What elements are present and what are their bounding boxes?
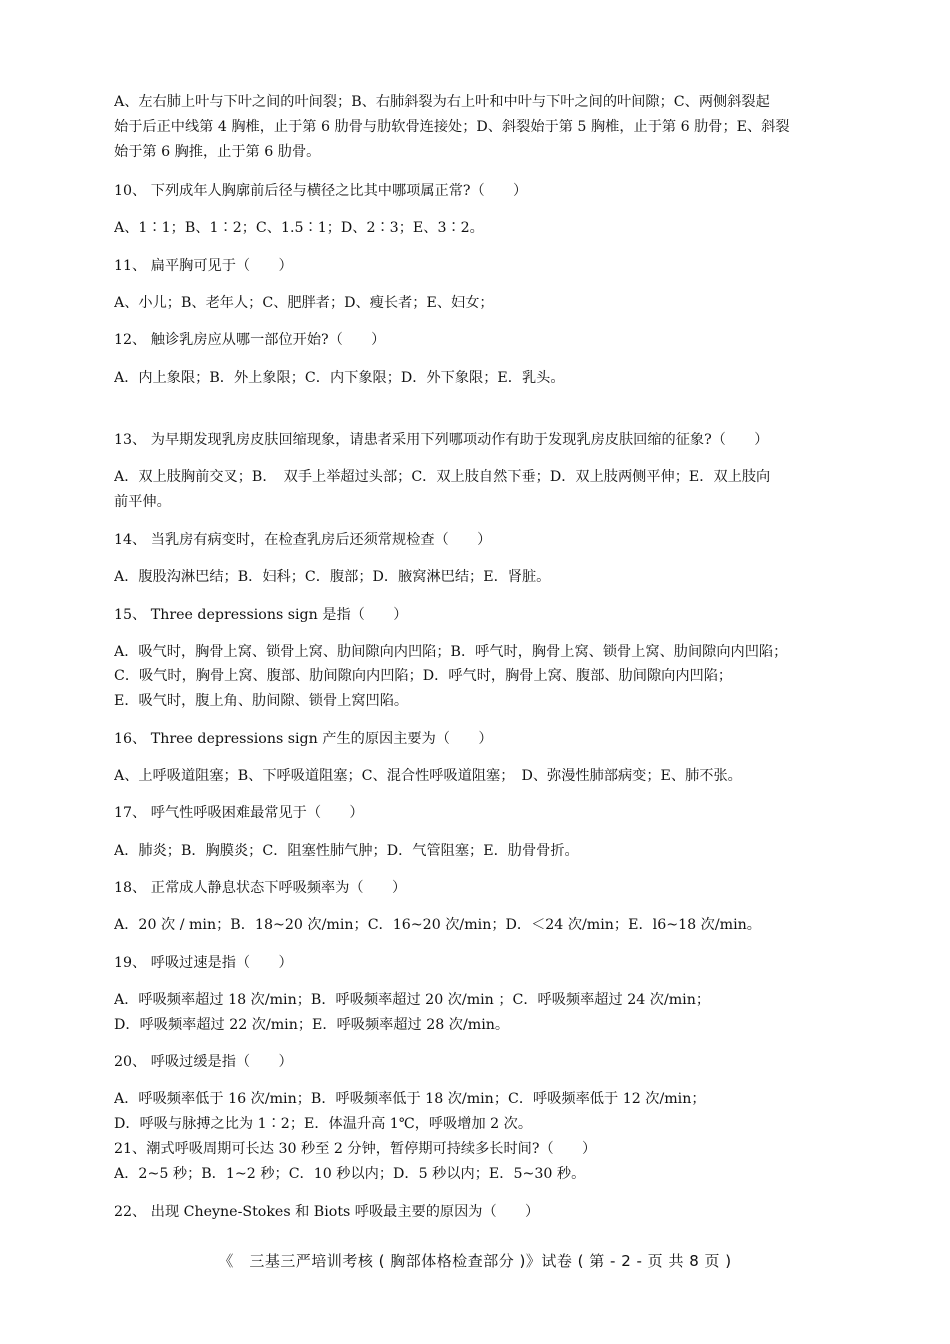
question-20: 20、 呼吸过缓是指（ ） (114, 1054, 293, 1070)
question-22: 22、 出现 Cheyne-Stokes 和 Biots 呼吸最主要的原因为（ ） (114, 1204, 540, 1220)
options-18: A．20 次 / min；B．18~20 次/min；C．16~20 次/min；D．＜24 次/min；E．l6~18 次/min。 (114, 917, 761, 933)
question-13: 13、 为早期发现乳房皮肤回缩现象，请患者采用下列哪项动作有助于发现乳房皮肤回缩的征象?（ ） (114, 432, 769, 448)
options-13-line2: 前平伸。 (114, 494, 171, 510)
question-11: 11、 扁平胸可见于（ ） (114, 258, 293, 274)
options-12: A．内上象限；B．外上象限；C．内下象限；D．外下象限；E．乳头。 (114, 370, 565, 386)
options-21: A．2~5 秒；B．1~2 秒；C．10 秒以内；D．5 秒以内；E．5~30 秒。 (114, 1166, 586, 1182)
option-text-9-line2: 始于后正中线第 4 胸椎，止于第 6 肋骨与肋软骨连接处；D、斜裂始于第 5 胸椎，止于第 6 肋骨；E、斜裂 (114, 119, 790, 135)
options-15-line1: A．吸气时，胸骨上窝、锁骨上窝、肋间隙向内凹陷；B．呼气时，胸骨上窝、锁骨上窝、肋间隙向内凹陷； (114, 644, 788, 660)
options-17: A．肺炎；B．胸膜炎；C．阻塞性肺气肿；D．气管阻塞；E．肋骨骨折。 (114, 843, 579, 859)
question-14: 14、 当乳房有病变时，在检查乳房后还须常规检查（ ） (114, 532, 492, 548)
options-13-line1: A．双上肢胸前交叉；B． 双手上举超过头部；C．双上肢自然下垂；D．双上肢两侧平伸；E．双上肢向 (114, 469, 771, 485)
options-10: A、1∶1；B、1∶2；C、1.5∶1；D、2∶3；E、3∶2。 (114, 220, 484, 236)
options-16: A、上呼吸道阻塞；B、下呼吸道阻塞；C、混合性呼吸道阻塞； D、弥漫性肺部病变；E、肺不张。 (114, 768, 742, 784)
page-footer: 《 三基三严培训考核 ( 胸部体格检查部分 )》试卷 ( 第 - 2 - 页 共 8 页 ) (218, 1252, 732, 1270)
options-19-line2: D．呼吸频率超过 22 次/min；E．呼吸频率超过 28 次/min。 (114, 1017, 510, 1033)
options-19-line1: A．呼吸频率超过 18 次/min；B．呼吸频率超过 20 次/min ；C．呼吸频率超过 24 次/min； (114, 992, 711, 1008)
options-15-line2: C．吸气时，胸骨上窝、腹部、肋间隙向内凹陷；D．呼气时，胸骨上窝、腹部、肋间隙向内凹陷； (114, 668, 733, 684)
question-17: 17、 呼气性呼吸困难最常见于（ ） (114, 805, 364, 821)
options-15-line3: E．吸气时，腹上角、肋间隙、锁骨上窝凹陷。 (114, 693, 409, 709)
option-text-9-line1: A、左右肺上叶与下叶之间的叶间裂；B、右肺斜裂为右上叶和中叶与下叶之间的叶间隙；C、两侧斜裂起 (114, 94, 770, 110)
option-text-9-line3: 始于第 6 胸推，止于第 6 肋骨。 (114, 144, 321, 160)
options-20-line1: A．呼吸频率低于 16 次/min；B．呼吸频率低于 18 次/min；C．呼吸频率低于 12 次/min； (114, 1091, 706, 1107)
question-10: 10、 下列成年人胸廓前后径与横径之比其中哪项属正常?（ ） (114, 183, 528, 199)
question-21: 21、潮式呼吸周期可长达 30 秒至 2 分钟，暂停期可持续多长时间?（ ） (114, 1141, 597, 1157)
options-11: A、小儿；B、老年人；C、肥胖者；D、瘦长者；E、妇女； (114, 295, 494, 311)
question-16: 16、 Three depressions sign 产生的原因主要为（ ） (114, 731, 493, 747)
question-19: 19、 呼吸过速是指（ ） (114, 955, 293, 971)
question-15: 15、 Three depressions sign 是指（ ） (114, 607, 408, 623)
question-12: 12、 触诊乳房应从哪一部位开始?（ ） (114, 332, 386, 348)
question-18: 18、 正常成人静息状态下呼吸频率为（ ） (114, 880, 407, 896)
options-14: A．腹股沟淋巴结；B．妇科；C．腹部；D．腋窝淋巴结；E．肾脏。 (114, 569, 551, 585)
options-20-line2: D．呼吸与脉搏之比为 1∶2；E．体温升高 1℃，呼吸增加 2 次。 (114, 1116, 533, 1132)
